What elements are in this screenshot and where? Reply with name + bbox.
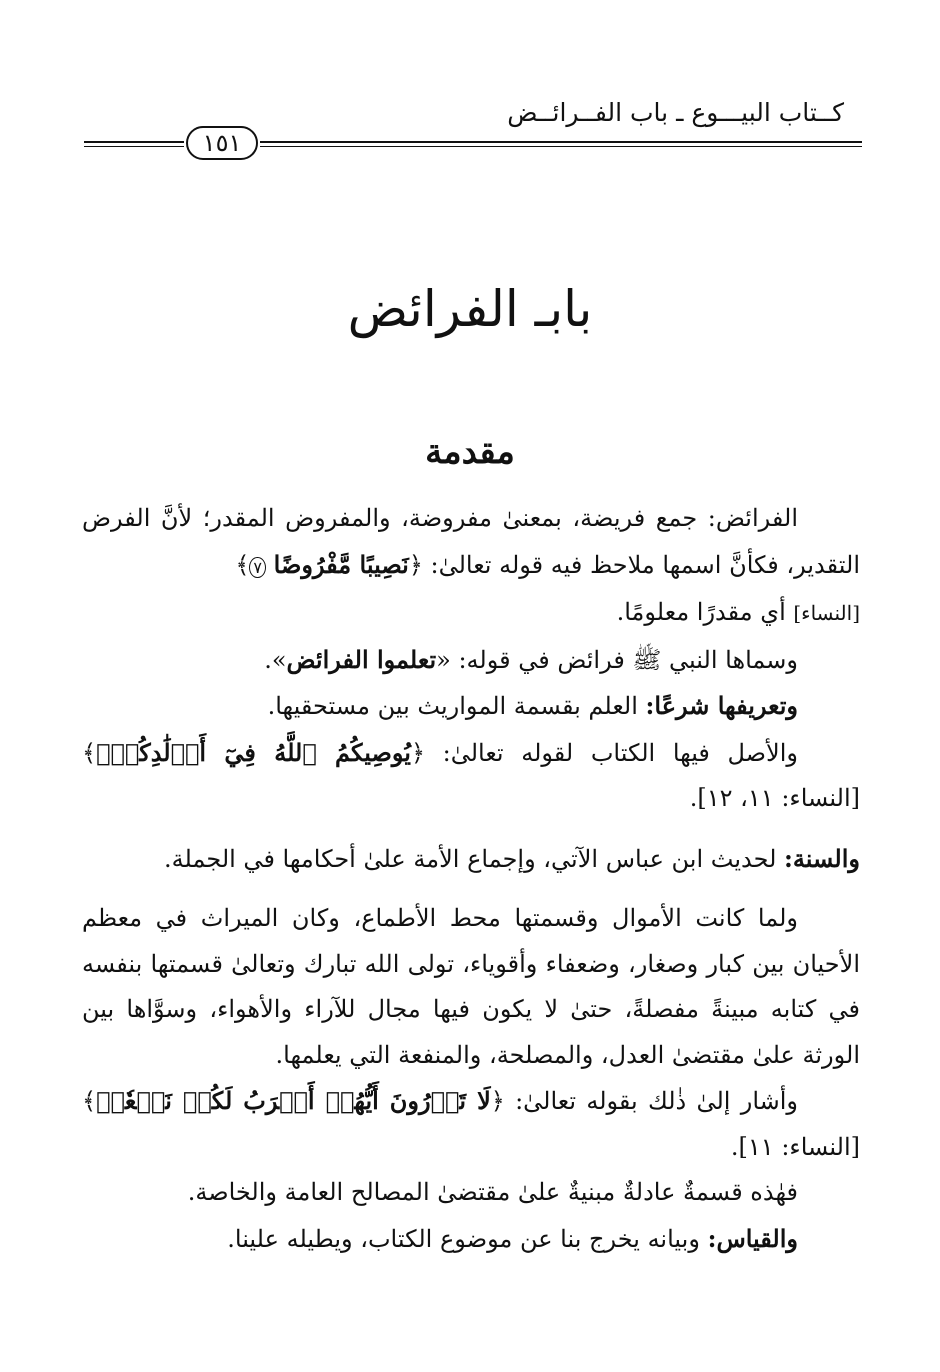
body-text bbox=[82, 496, 860, 1262]
text-run: ﴾ bbox=[235, 550, 250, 579]
text-run: الفرائض: جمع فريضة، بمعنىٰ مفروضة، والمفروض المقدر؛ لأنَّ الفرض التقدير، فكأنَّ اسمها ملاحظ فيه قوله تعالىٰ: ﴿ bbox=[82, 504, 860, 579]
page-number: ١٥١ bbox=[186, 126, 258, 160]
paragraph-analogy bbox=[82, 1216, 860, 1263]
paragraph-definition bbox=[82, 496, 860, 637]
header-rule-right-thick bbox=[260, 141, 862, 143]
paragraph-quran-basis bbox=[82, 730, 860, 822]
text-run: وبيانه يخرج بنا عن موضوع الكتاب، ويطيله علينا. bbox=[227, 1224, 708, 1253]
quran-verse: يُوصِيكُمُ ٱللَّهُ فِيٓ أَوۡلَٰدِكُمۡۖ bbox=[96, 737, 411, 767]
header-rule-left-thick bbox=[84, 141, 184, 143]
text-run: أي مقدرًا معلومًا. bbox=[616, 598, 794, 626]
text-run: العلم بقسمة المواريث بين مستحقيها. bbox=[267, 692, 646, 720]
text-run: والأصل فيها الكتاب لقوله تعالىٰ: ﴿ bbox=[410, 738, 799, 767]
header-rule-right-thin bbox=[260, 146, 862, 147]
paragraph-fair-division: فهٰذه قسمةٌ عادلةٌ مبنيةٌ علىٰ مقتضىٰ المصالح العامة والخاصة. bbox=[187, 1178, 798, 1206]
text-run: ». bbox=[264, 645, 287, 674]
ayah-number-marker: ٧ bbox=[249, 557, 266, 578]
surah-reference: [النساء] bbox=[793, 601, 860, 625]
term-label: والسنة: bbox=[784, 843, 860, 873]
hadith-quote: تعلموا الفرائض bbox=[286, 644, 437, 674]
text-run: وسماها النبي ﷺ فرائض في قوله: « bbox=[436, 645, 798, 674]
paragraph-verse-reference bbox=[82, 1078, 860, 1170]
paragraph-naming bbox=[82, 637, 860, 684]
paragraph-sunnah-basis bbox=[82, 836, 860, 883]
text-run: وأشار إلىٰ ذٰلك بقوله تعالىٰ: ﴿ bbox=[490, 1087, 799, 1115]
paragraph-wisdom: ولما كانت الأموال وقسمتها محط الأطماع، وكان الميراث في معظم الأحيان بين كبار وصغار، وضعفاء وأقوياء، تولى الله تبارك وتعالىٰ قسمتها بنفسه في كتابه مبينةً مفصلةً، حتىٰ لا يكون فيها مجال للآراء والأهواء، وسوَّاها بين الورثة علىٰ مقتضىٰ العدل، والمصلحة، والمنفعة التي يعلمها. bbox=[82, 904, 860, 1069]
text-run: لحديث ابن عباس الآتي، وإجماع الأمة علىٰ أحكامها في الجملة. bbox=[164, 844, 785, 873]
running-header-title: كــتاب البيـــوع ـ باب الفــرائــض bbox=[507, 98, 844, 127]
paragraph-legal-definition bbox=[82, 683, 860, 730]
text-run: ﴾ [النساء: ١١]. bbox=[82, 1087, 860, 1161]
text-run: ﴾ [النساء: ١١، ١٢]. bbox=[82, 738, 860, 812]
chapter-title: بابـ الفرائض bbox=[347, 279, 593, 338]
quran-verse: نَصِيبًا مَّفْرُوضًا bbox=[273, 549, 409, 579]
term-label: وتعريفها شرعًا: bbox=[645, 691, 798, 720]
section-title: مقدمة bbox=[425, 432, 515, 473]
quran-verse: لَا تَدۡرُونَ أَيُّهُمۡ أَقۡرَبُ لَكُمۡ نَفۡعٗاۚ bbox=[96, 1086, 491, 1115]
header-rule-left-thin bbox=[84, 146, 184, 147]
term-label: والقياس: bbox=[707, 1223, 798, 1253]
